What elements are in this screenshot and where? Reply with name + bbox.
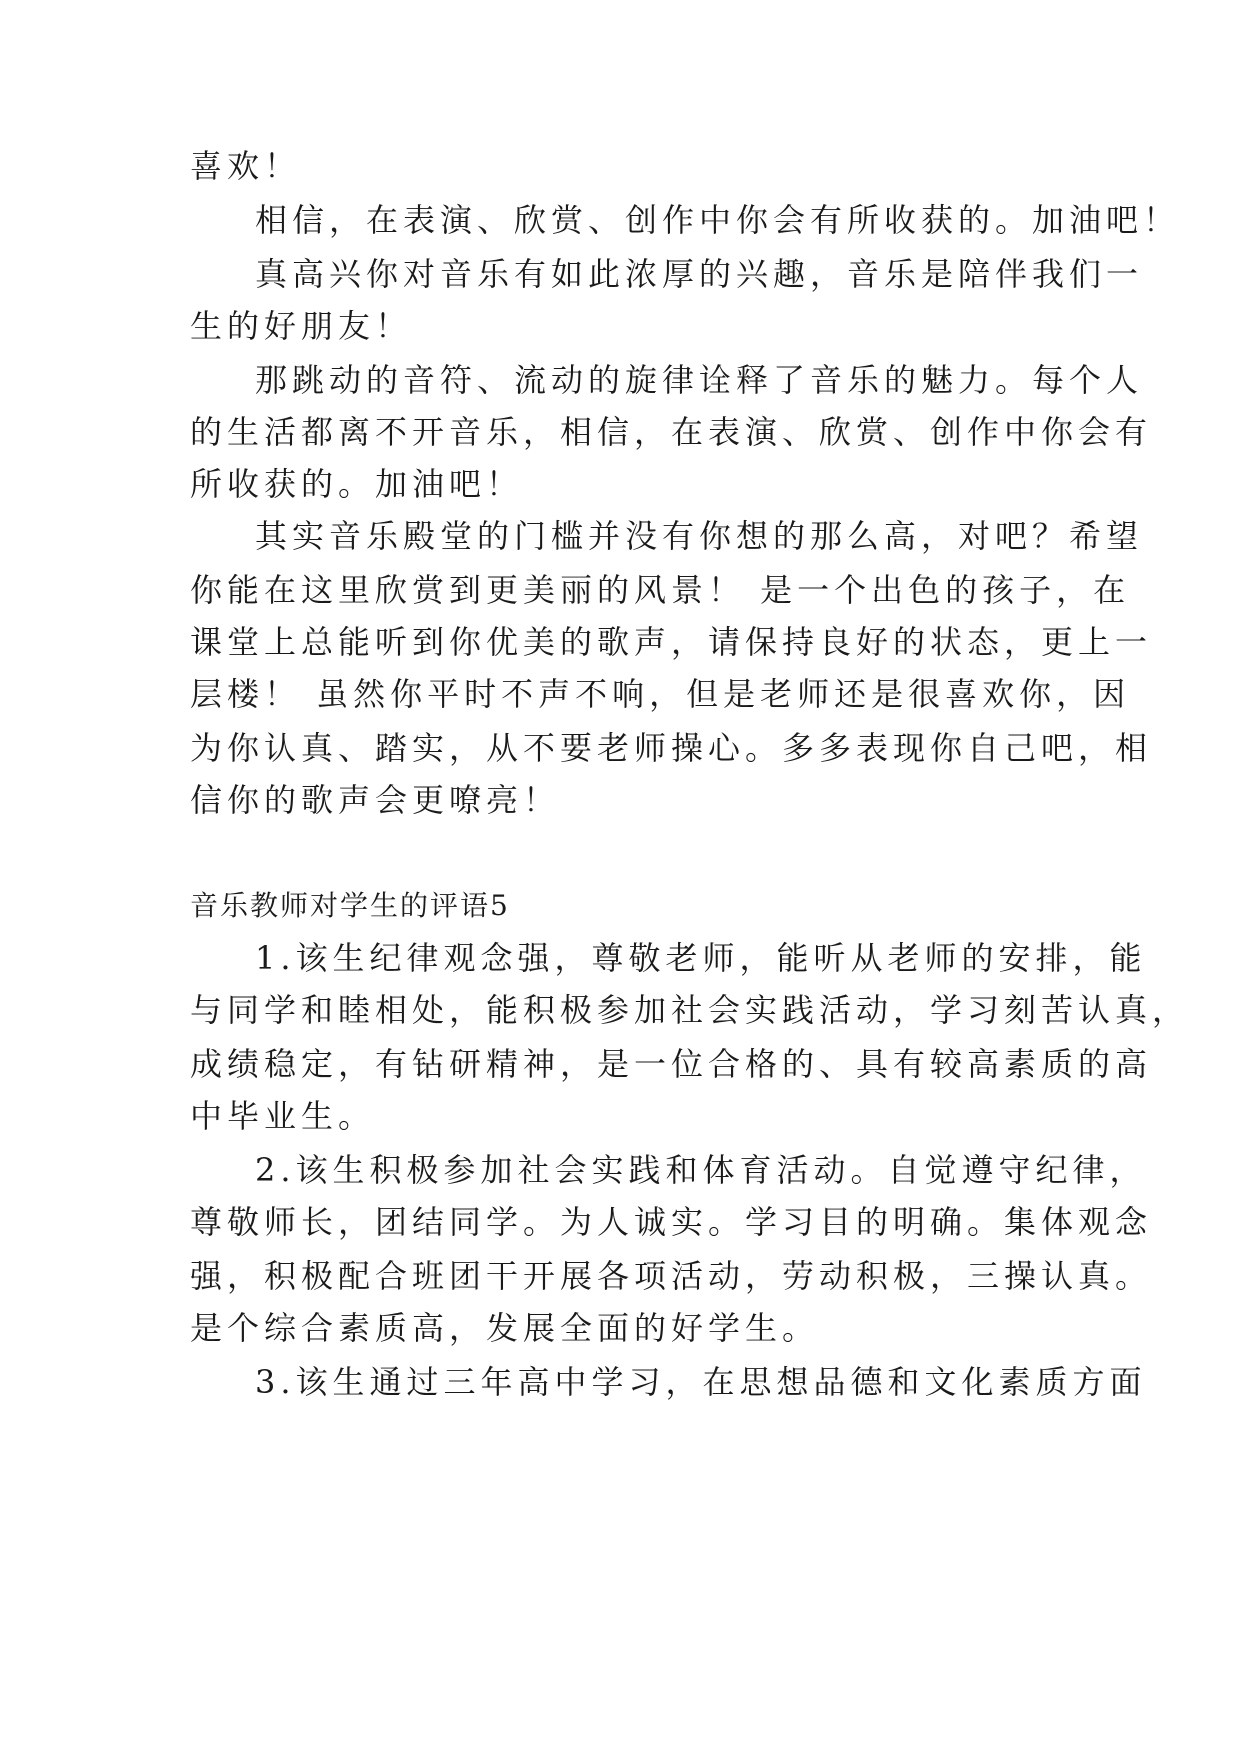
paragraph-start: 2.该生积极参加社会实践和体育活动。自觉遵守纪律，	[255, 1151, 1147, 1189]
paragraph-start: 其实音乐殿堂的门槛并没有你想的那么高，对吧？希望	[255, 517, 1144, 555]
text-line: 信你的歌声会更嘹亮！	[190, 781, 561, 819]
paragraph-start: 那跳动的音符、流动的旋律诠释了音乐的魅力。每个人	[255, 361, 1144, 399]
section-heading: 音乐教师对学生的评语5	[190, 889, 510, 922]
paragraph-start: 相信，在表演、欣赏、创作中你会有所收获的。加油吧！	[255, 201, 1181, 239]
text-line: 所收获的。加油吧！	[190, 465, 524, 503]
text-line: 成绩稳定，有钻研精神，是一位合格的、具有较高素质的高	[190, 1045, 1153, 1083]
text-line: 强，积极配合班团干开展各项活动，劳动积极，三操认真。	[190, 1257, 1153, 1295]
text-line: 层楼！ 虽然你平时不声不响，但是老师还是很喜欢你，因	[190, 675, 1131, 713]
text-line: 你能在这里欣赏到更美丽的风景！ 是一个出色的孩子，在	[190, 571, 1131, 609]
text-line: 生的好朋友！	[190, 307, 413, 345]
text-line: 是个综合素质高，发展全面的好学生。	[190, 1309, 820, 1347]
text-line: 中毕业生。	[190, 1097, 376, 1135]
paragraph-start: 1.该生纪律观念强，尊敬老师，能听从老师的安排，能	[255, 939, 1147, 977]
text-line: 尊敬师长，团结同学。为人诚实。学习目的明确。集体观念	[190, 1203, 1153, 1241]
text-line: 为你认真、踏实，从不要老师操心。多多表现你自己吧，相	[190, 729, 1153, 767]
paragraph-start: 3.该生通过三年高中学习，在思想品德和文化素质方面	[255, 1363, 1147, 1401]
text-line: 与同学和睦相处，能积极参加社会实践活动，学习刻苦认真，	[190, 991, 1190, 1029]
text-line: 喜欢！	[190, 147, 302, 185]
text-line: 课堂上总能听到你优美的歌声，请保持良好的状态，更上一	[190, 623, 1153, 661]
paragraph-start: 真高兴你对音乐有如此浓厚的兴趣，音乐是陪伴我们一	[255, 255, 1144, 293]
text-line: 的生活都离不开音乐，相信，在表演、欣赏、创作中你会有	[190, 413, 1153, 451]
